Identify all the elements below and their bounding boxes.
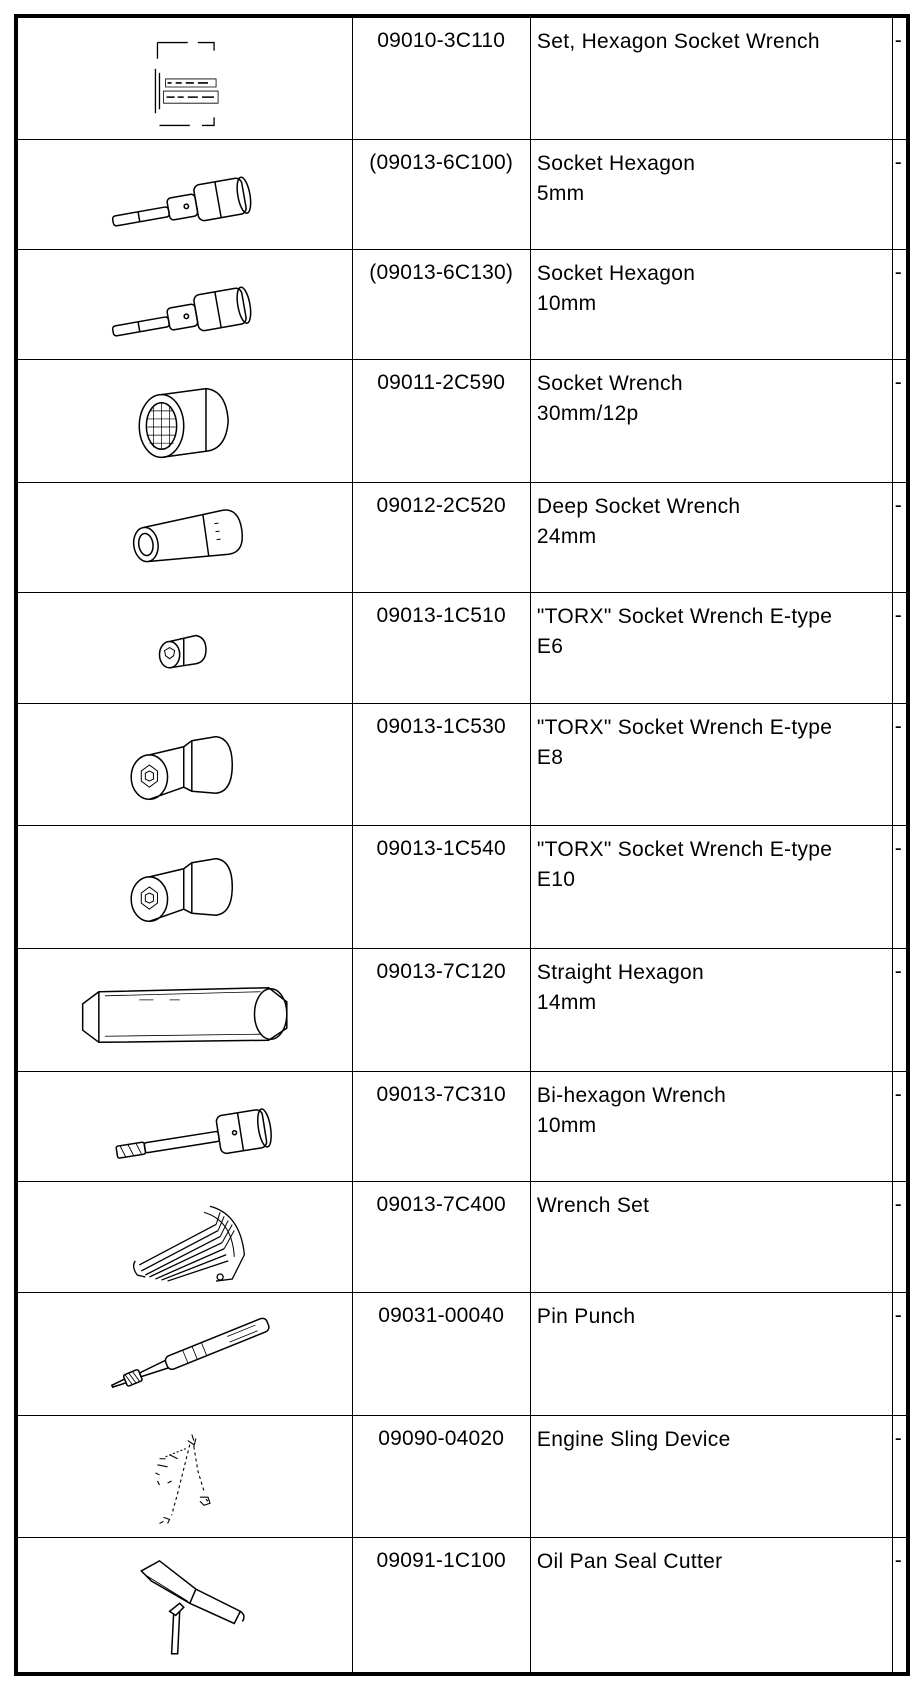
note-cell <box>892 593 906 703</box>
tool-name: Engine Sling Device <box>536 1427 731 1451</box>
hex-bit-socket-icon <box>18 250 352 359</box>
part-number: 09013-7C120 <box>376 960 506 984</box>
tool-name: Straight Hexagon <box>536 961 704 985</box>
note-cell <box>892 703 906 826</box>
part-number-cell <box>352 18 530 140</box>
tool-name: Socket Hexagon <box>536 262 696 286</box>
socket-set-box-icon <box>18 18 352 139</box>
tool-illustration-cell <box>18 1292 353 1415</box>
tool-size: 10mm <box>536 292 597 316</box>
tool-size: 10mm <box>536 1114 597 1138</box>
tool-illustration-cell <box>18 826 353 949</box>
tool-size: E8 <box>536 745 564 769</box>
table-row <box>18 593 907 703</box>
part-number-cell <box>352 250 530 360</box>
tool-size: 30mm/12p <box>536 402 639 426</box>
tool-illustration-cell <box>18 1538 353 1673</box>
tool-size: E6 <box>536 635 564 659</box>
tool-illustration-cell <box>18 703 353 826</box>
note-mark: - <box>894 604 902 628</box>
description-cell <box>530 1415 892 1538</box>
table-row <box>18 360 907 483</box>
tool-illustration-cell <box>18 949 353 1072</box>
tool-size: 14mm <box>536 991 597 1015</box>
tool-size: 24mm <box>536 525 597 549</box>
note-cell <box>892 18 906 140</box>
table-row <box>18 139 907 249</box>
description-cell <box>530 703 892 826</box>
tool-name: Wrench Set <box>536 1194 650 1218</box>
table-row <box>18 250 907 360</box>
tool-size: 5mm <box>536 181 585 205</box>
hex-key-fan-set-icon <box>18 1182 352 1291</box>
description-cell <box>530 1072 892 1182</box>
part-number: 09010-3C110 <box>377 29 506 52</box>
note-mark: - <box>894 371 902 395</box>
note-mark: - <box>894 1083 902 1107</box>
note-mark: - <box>894 261 902 285</box>
tool-name: "TORX" Socket Wrench E-type <box>536 715 833 739</box>
note-cell <box>892 483 906 593</box>
description-cell <box>530 139 892 249</box>
table-row <box>18 703 907 826</box>
description-cell <box>530 1182 892 1292</box>
note-cell <box>892 360 906 483</box>
note-mark: - <box>894 1193 902 1217</box>
note-mark: - <box>894 837 902 861</box>
note-mark: - <box>894 29 902 52</box>
tool-illustration-cell <box>18 18 353 140</box>
part-number: 09013-1C540 <box>376 837 506 861</box>
note-cell <box>892 1072 906 1182</box>
part-number-cell <box>352 593 530 703</box>
tool-illustration-cell <box>18 250 353 360</box>
part-number-cell <box>352 1292 530 1415</box>
note-cell <box>892 250 906 360</box>
engine-sling-icon <box>18 1416 352 1538</box>
note-cell <box>892 826 906 949</box>
part-number: 09012-2C520 <box>376 494 506 518</box>
table-row <box>18 1538 907 1673</box>
bi-hexagon-bit-icon <box>18 1072 352 1181</box>
deep-socket-icon <box>18 483 352 592</box>
tool-illustration-cell <box>18 483 353 593</box>
part-number: 09013-1C510 <box>376 604 506 628</box>
part-number-cell <box>352 949 530 1072</box>
hex-bit-socket-icon <box>18 140 352 249</box>
part-number: (09013-6C130) <box>369 261 514 285</box>
twelve-point-socket-icon <box>18 360 352 482</box>
tool-name: Set, Hexagon Socket Wrench <box>536 30 820 53</box>
part-number: 09013-7C310 <box>376 1083 506 1107</box>
description-cell <box>530 826 892 949</box>
table-row <box>18 18 907 140</box>
description-cell <box>530 1292 892 1415</box>
description-cell <box>530 1538 892 1673</box>
straight-hexagon-icon <box>18 949 352 1071</box>
tool-illustration-cell <box>18 139 353 249</box>
tool-name: Socket Wrench <box>536 372 683 396</box>
tool-illustration-cell <box>18 360 353 483</box>
part-number-cell <box>352 826 530 949</box>
tool-name: Socket Hexagon <box>536 151 696 175</box>
description-cell <box>530 593 892 703</box>
tool-illustration-cell <box>18 1072 353 1182</box>
part-number-cell <box>352 1415 530 1538</box>
note-cell <box>892 139 906 249</box>
tool-name: "TORX" Socket Wrench E-type <box>536 605 833 629</box>
note-mark: - <box>894 1549 902 1573</box>
part-number: 09013-7C400 <box>376 1193 506 1217</box>
tool-name: Bi-hexagon Wrench <box>536 1084 727 1108</box>
part-number: 09090-04020 <box>378 1426 505 1450</box>
tool-name: Deep Socket Wrench <box>536 495 741 519</box>
torx-socket-small-icon <box>18 593 352 702</box>
table-row <box>18 949 907 1072</box>
part-number: 09031-00040 <box>378 1303 505 1327</box>
description-cell <box>530 250 892 360</box>
seal-cutter-icon <box>18 1538 352 1672</box>
part-number-cell <box>352 1072 530 1182</box>
tool-illustration-cell <box>18 1415 353 1538</box>
part-number-cell <box>352 1538 530 1673</box>
torx-socket-icon <box>18 704 352 826</box>
table-row <box>18 826 907 949</box>
note-mark: - <box>894 1303 902 1327</box>
tool-size: E10 <box>536 868 576 892</box>
table-row <box>18 1182 907 1292</box>
part-number: 09091-1C100 <box>376 1549 506 1573</box>
note-cell <box>892 1292 906 1415</box>
special-tools-table <box>14 14 910 1676</box>
note-cell <box>892 1182 906 1292</box>
part-number: 09013-1C530 <box>376 714 506 738</box>
description-cell <box>530 360 892 483</box>
tool-illustration-cell <box>18 1182 353 1292</box>
description-cell <box>530 18 892 140</box>
part-number: 09011-2C590 <box>377 371 506 395</box>
torx-socket-icon <box>18 826 352 948</box>
note-cell <box>892 949 906 1072</box>
part-number-cell <box>352 360 530 483</box>
tool-name: Oil Pan Seal Cutter <box>536 1550 723 1574</box>
table-row <box>18 1072 907 1182</box>
note-cell <box>892 1538 906 1673</box>
note-mark: - <box>894 960 902 984</box>
part-number-cell <box>352 1182 530 1292</box>
table-row <box>18 1292 907 1415</box>
tool-name: Pin Punch <box>536 1304 636 1328</box>
note-mark: - <box>894 714 902 738</box>
tool-name: "TORX" Socket Wrench E-type <box>536 838 833 862</box>
part-number-cell <box>352 483 530 593</box>
note-mark: - <box>894 494 902 518</box>
note-mark: - <box>894 150 902 174</box>
pin-punch-icon <box>18 1293 352 1415</box>
note-cell <box>892 1415 906 1538</box>
part-number-cell <box>352 139 530 249</box>
part-number-cell <box>352 703 530 826</box>
table-row <box>18 483 907 593</box>
tool-illustration-cell <box>18 593 353 703</box>
part-number: (09013-6C100) <box>369 150 514 174</box>
description-cell <box>530 949 892 1072</box>
table-row <box>18 1415 907 1538</box>
description-cell <box>530 483 892 593</box>
note-mark: - <box>894 1426 902 1450</box>
